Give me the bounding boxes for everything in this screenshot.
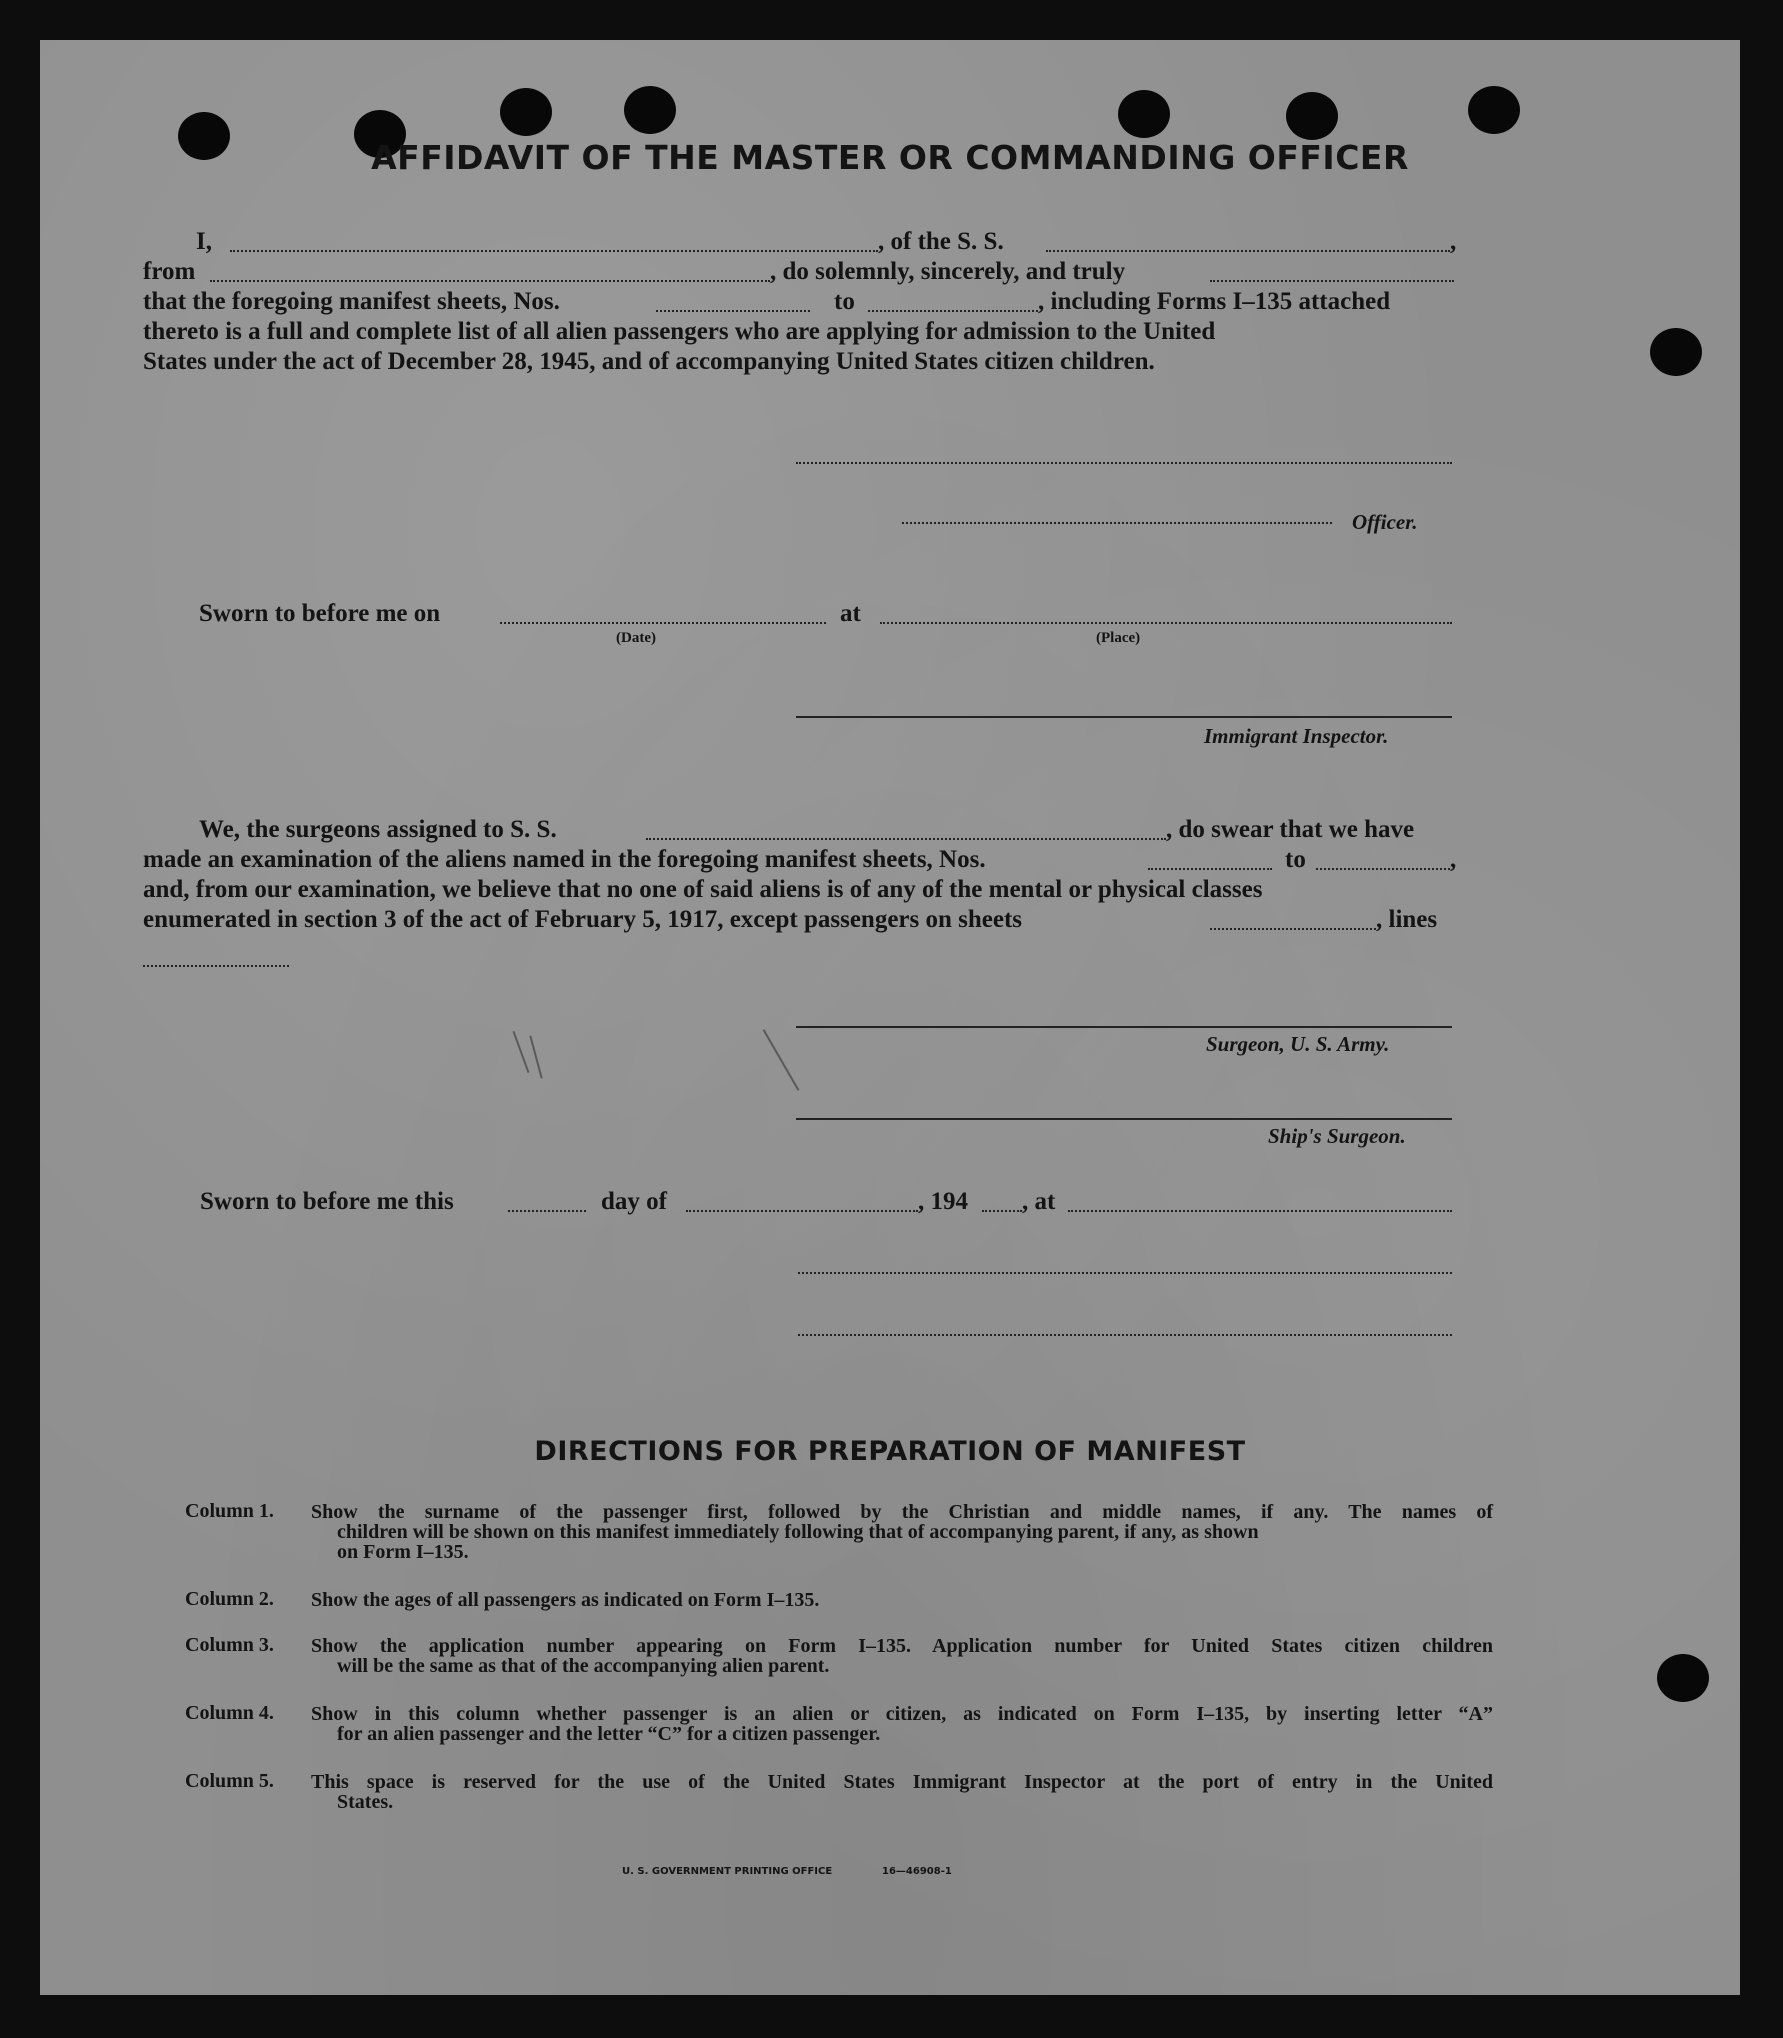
ship-surgeon-label: Ship's Surgeon. bbox=[1268, 1124, 1406, 1148]
sworn2-title-line[interactable] bbox=[798, 1334, 1452, 1336]
directions-title: DIRECTIONS FOR PREPARATION OF MANIFEST bbox=[534, 1436, 1246, 1467]
sworn2-a: Sworn to before me this bbox=[200, 1188, 454, 1215]
master-name-field[interactable] bbox=[230, 250, 878, 252]
surgeons-line1-b: , do swear that we have bbox=[1166, 816, 1415, 843]
inspector-signature-line[interactable] bbox=[796, 716, 1452, 718]
direction-text: Show the surname of the passenger first, followed by the Christian and middle names, if any. The names of children will be shown on this manifest immediately following that of accompanying parent, if any, as shown on Form I–135. bbox=[311, 1501, 1493, 1563]
punch-hole bbox=[1468, 86, 1520, 134]
affidavit-to: to bbox=[834, 288, 855, 315]
sworn2-d: , at bbox=[1022, 1188, 1056, 1215]
sworn2-day-field[interactable] bbox=[508, 1210, 586, 1212]
oath-field[interactable] bbox=[1210, 280, 1454, 282]
printer-imprint: U. S. GOVERNMENT PRINTING OFFICE bbox=[622, 1866, 833, 1877]
punch-hole bbox=[1657, 1654, 1709, 1702]
surgeons-sheets-to-field[interactable] bbox=[1316, 868, 1450, 870]
sworn-on-label: Sworn to before me on bbox=[199, 600, 441, 627]
sheets-from-field[interactable] bbox=[656, 310, 810, 312]
surgeons-line4-a: enumerated in section 3 of the act of February 5, 1917, except passengers on sheets bbox=[143, 906, 1023, 933]
surgeons-line4-b: , lines bbox=[1376, 906, 1438, 933]
sworn2-b: day of bbox=[601, 1188, 667, 1215]
direction-text: This space is reserved for the use of the United States Immigrant Inspector at the port of entry in the United States. bbox=[311, 1771, 1493, 1813]
sworn2-signature-line[interactable] bbox=[798, 1272, 1452, 1274]
from-port-field[interactable] bbox=[210, 280, 770, 282]
affidavit-of-ss: , of the S. S. bbox=[878, 228, 1004, 255]
surgeons-line3: and, from our examination, we believe that no one of said aliens is of any of the mental or physical classes bbox=[143, 876, 1263, 903]
pen-mark bbox=[513, 1031, 530, 1073]
surgeons-line1-a: We, the surgeons assigned to S. S. bbox=[199, 816, 557, 843]
form-code: 16—46908-1 bbox=[882, 1866, 952, 1877]
affidavit-title: AFFIDAVIT OF THE MASTER OR COMMANDING OFFICER bbox=[371, 138, 1409, 177]
punch-hole bbox=[624, 86, 676, 134]
punch-hole bbox=[1650, 328, 1702, 376]
ship-surgeon-signature-line[interactable] bbox=[796, 1118, 1452, 1120]
sworn2-place-field[interactable] bbox=[1068, 1210, 1452, 1212]
officer-signature-line[interactable] bbox=[796, 462, 1452, 464]
sworn2-year-field[interactable] bbox=[982, 1210, 1022, 1212]
pen-mark bbox=[529, 1035, 542, 1078]
ship-name-field[interactable] bbox=[1046, 250, 1450, 252]
sworn-place-field[interactable] bbox=[880, 622, 1452, 624]
sworn-at-label: at bbox=[840, 600, 861, 627]
date-caption: (Date) bbox=[616, 630, 656, 646]
sworn2-c: , 194 bbox=[918, 1188, 968, 1215]
army-surgeon-label: Surgeon, U. S. Army. bbox=[1206, 1032, 1390, 1056]
lines-field[interactable] bbox=[143, 965, 289, 967]
affidavit-solemnly: , do solemnly, sincerely, and truly bbox=[770, 258, 1126, 285]
except-sheets-field[interactable] bbox=[1210, 928, 1376, 930]
punch-hole bbox=[1286, 92, 1338, 140]
place-caption: (Place) bbox=[1096, 630, 1141, 646]
direction-text: Show the application number appearing on Form I–135. Application number for United States citizen children will be the same as that of the accompanying alien parent. bbox=[311, 1635, 1493, 1677]
inspector-label: Immigrant Inspector. bbox=[1204, 724, 1389, 748]
punch-hole bbox=[500, 88, 552, 136]
sheets-to-field[interactable] bbox=[868, 310, 1038, 312]
direction-label: Column 1. bbox=[185, 1500, 274, 1522]
surgeons-ship-field[interactable] bbox=[646, 838, 1166, 840]
pen-mark bbox=[763, 1029, 800, 1091]
direction-label: Column 4. bbox=[185, 1702, 274, 1724]
surgeons-line2-comma: , bbox=[1450, 846, 1457, 873]
surgeons-line2-a: made an examination of the aliens named in the foregoing manifest sheets, Nos. bbox=[143, 846, 986, 873]
direction-label: Column 5. bbox=[185, 1770, 274, 1792]
surgeons-sheets-from-field[interactable] bbox=[1148, 868, 1272, 870]
sworn2-month-field[interactable] bbox=[686, 1210, 918, 1212]
document-page bbox=[40, 40, 1740, 1995]
affidavit-comma: , bbox=[1450, 228, 1457, 255]
surgeons-line2-to: to bbox=[1285, 846, 1306, 873]
officer-title-line[interactable] bbox=[902, 522, 1332, 524]
affidavit-i: I, bbox=[196, 228, 212, 255]
affidavit-including: , including Forms I–135 attached bbox=[1038, 288, 1391, 315]
affidavit-manifest-sheets: that the foregoing manifest sheets, Nos. bbox=[143, 288, 560, 315]
direction-text: Show the ages of all passengers as indicated on Form I–135. bbox=[311, 1589, 820, 1611]
affidavit-line5: States under the act of December 28, 1945, and of accompanying United States citizen children. bbox=[143, 348, 1155, 375]
officer-label: Officer. bbox=[1352, 510, 1418, 534]
direction-text: Show in this column whether passenger is an alien or citizen, as indicated on Form I–135, by inserting letter “A” for an alien passenger and the letter “C” for a citizen passenger. bbox=[311, 1703, 1493, 1745]
direction-label: Column 3. bbox=[185, 1634, 274, 1656]
sworn-date-field[interactable] bbox=[500, 622, 826, 624]
affidavit-line4: thereto is a full and complete list of all alien passengers who are applying for admission to the United bbox=[143, 318, 1216, 345]
direction-label: Column 2. bbox=[185, 1588, 274, 1610]
army-surgeon-signature-line[interactable] bbox=[796, 1026, 1452, 1028]
affidavit-from: from bbox=[143, 258, 196, 285]
punch-hole bbox=[1118, 90, 1170, 138]
